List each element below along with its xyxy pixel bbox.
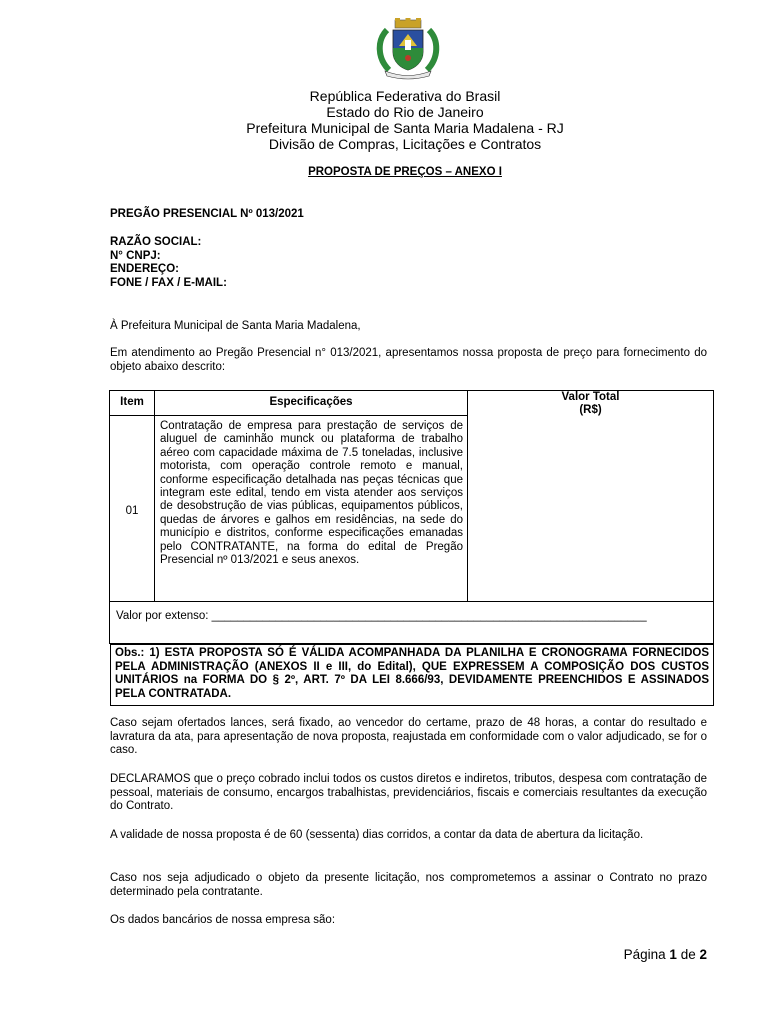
paragraph-adjudicado: Caso nos seja adjudicado o objeto da presente licitação, nos comprometemos a assinar o Contrato no prazo determinado pela contratante. xyxy=(110,872,707,898)
item-specification: Contratação de empresa para prestação de serviços de aluguel de caminhão munck ou plataforma de trabalho aéreo com capacidade máxima de 7.5 toneladas, inclusive motorista, com operação controle remoto e manual, conforme especificação detalhada nas peças técnicas que integram este edital, tendo em vista atender aos serviços de desobstrução de vias públicas, equipamentos públicos, quedas de árvores e galhos em residências, na sede do município e distritos, conforme especificações emanadas pelo CONTRATANTE, na forma do edital de Pregão Presencial nº 013/2021 e seus anexos. xyxy=(160,420,463,567)
header-line-country: República Federativa do Brasil xyxy=(309,88,501,104)
price-table xyxy=(109,390,714,644)
paragraph-declaramos: DECLARAMOS que o preço cobrado inclui todos os custos diretos e indiretos, tributos, despesa com contratação de pessoal, materiais de consumo, encargos trabalhistas, previdenciários, fiscais e comerciais resultantes da execução do Contrato. xyxy=(110,773,707,812)
page-label: Página xyxy=(623,947,666,962)
value-in-words[interactable]: Valor por extenso: ____________________________________________________________________ xyxy=(116,610,647,622)
company-fields xyxy=(110,236,227,290)
column-header-total-currency: (R$) xyxy=(579,404,602,416)
page-number xyxy=(624,947,707,962)
header-line-state: Estado do Rio de Janeiro xyxy=(326,104,484,120)
institution-header xyxy=(100,88,710,152)
field-razao-social: RAZÃO SOCIAL: xyxy=(110,236,202,248)
field-endereco: ENDEREÇO: xyxy=(110,263,180,275)
field-contact: FONE / FAX / E-MAIL: xyxy=(110,276,227,289)
column-header-total-label: Valor Total xyxy=(561,391,620,403)
column-header-total xyxy=(468,391,713,417)
paragraph-validade: A validade de nossa proposta é de 60 (sessenta) dias corridos, a contar da data de abertura da licitação. xyxy=(110,829,644,841)
total-value-cell[interactable] xyxy=(468,416,713,601)
greeting: À Prefeitura Municipal de Santa Maria Madalena, xyxy=(110,320,361,332)
column-header-specifications: Especificações xyxy=(269,396,353,408)
header-line-division: Divisão de Compras, Licitações e Contratos xyxy=(268,136,542,152)
document-title: PROPOSTA DE PREÇOS – ANEXO I xyxy=(308,166,502,178)
paragraph-lances: Caso sejam ofertados lances, será fixado, ao vencedor do certame, prazo de 48 horas, a contar do resultado e lavratura da ata, para apresentação de nova proposta, reajustada em conformidade com o valor adjudicado, se for o caso. xyxy=(110,717,707,756)
page-total: 2 xyxy=(699,947,707,962)
intro-paragraph: Em atendimento ao Pregão Presencial n° 013/2021, apresentamos nossa proposta de preço para fornecimento do objeto abaixo descrito: xyxy=(110,347,707,373)
column-header-item: Item xyxy=(120,396,144,408)
paragraph-bank-data: Os dados bancários de nossa empresa são: xyxy=(110,914,336,926)
field-cnpj: N° CNPJ: xyxy=(110,249,161,262)
page-current: 1 xyxy=(669,947,677,962)
header-line-prefecture: Prefeitura Municipal de Santa Maria Madalena - RJ xyxy=(246,120,564,136)
page-of: de xyxy=(680,947,696,962)
item-number: 01 xyxy=(125,505,139,517)
observation-box: Obs.: 1) ESTA PROPOSTA SÓ É VÁLIDA ACOMPANHADA DA PLANILHA E CRONOGRAMA FORNECIDOS PELA ADMINISTRAÇÃO (ANEXOS II e III, do Edital), QUE EXPRESSEM A COMPOSIÇÃO DOS CUSTOS UNITÁRIOS na FORMA DO § 2º, ART. 7º DA LEI 8.666/93, DEVIDAMENTE PREENCHIDOS E ASSINADOS PELA CONTRATADA. xyxy=(110,644,714,706)
coat-of-arms-icon xyxy=(373,18,443,80)
pregao-number: PREGÃO PRESENCIAL Nº 013/2021 xyxy=(110,208,304,220)
